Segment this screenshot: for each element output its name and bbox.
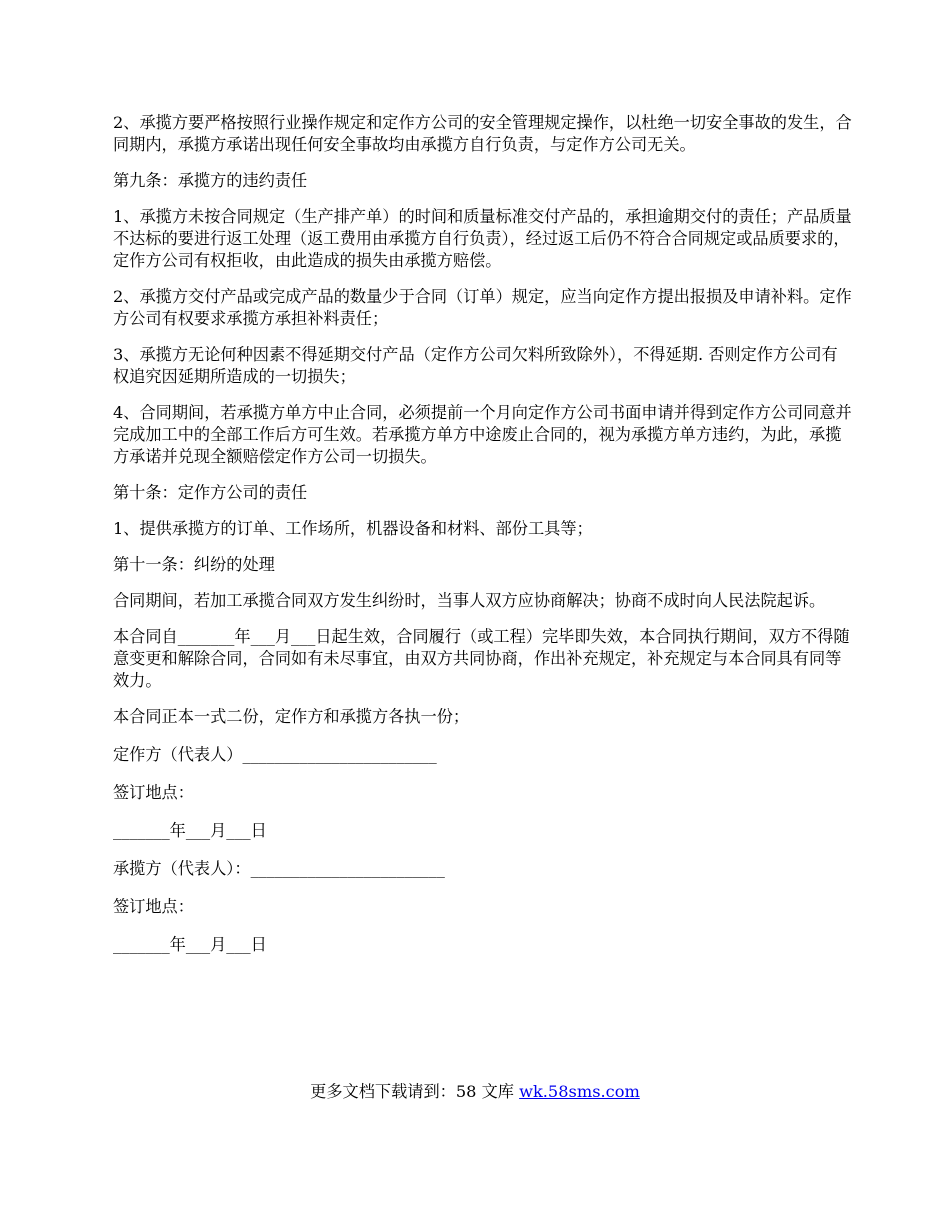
footer-text: 更多文档下载请到：58 文库 bbox=[310, 1082, 520, 1101]
page-footer bbox=[0, 1081, 950, 1103]
party-a-signing-date: _______年___月___日 bbox=[113, 821, 267, 840]
article-10-heading: 第十条：定作方公司的责任 bbox=[113, 483, 308, 502]
dispute-resolution-text: 合同期间，若加工承揽合同双方发生纠纷时，当事人双方应协商解决；协商不成时向人民法院起诉。 bbox=[113, 591, 826, 610]
party-b-signing-date: _______年___月___日 bbox=[113, 935, 267, 954]
article-9-item-1: 1、承揽方未按合同规定（生产排产单）的时间和质量标准交付产品的，承担逾期交付的责任；产品质量不达标的要进行返工处理（返工费用由承揽方自行负责），经过返工后仍不符合合同规定或品质要求的，定作方公司有权拒收，由此造成的损失由承揽方赔偿。 bbox=[113, 207, 852, 270]
article-9-heading: 第九条：承揽方的违约责任 bbox=[113, 171, 308, 190]
party-b-representative-line: 承揽方（代表人）：________________________ bbox=[113, 859, 445, 878]
footer-link[interactable]: wk.58sms.com bbox=[519, 1082, 640, 1101]
article-9-item-2: 2、承揽方交付产品或完成产品的数量少于合同（订单）规定，应当向定作方提出报损及申请补料。定作方公司有权要求承揽方承担补料责任； bbox=[113, 287, 852, 328]
party-a-representative-line: 定作方（代表人）________________________ bbox=[113, 745, 437, 764]
article-10-item-1: 1、提供承揽方的订单、工作场所，机器设备和材料、部份工具等； bbox=[113, 519, 593, 538]
article-9-item-3: 3、承揽方无论何种因素不得延期交付产品（定作方公司欠料所致除外），不得延期. 否则定作方公司有权追究因延期所造成的一切损失； bbox=[113, 345, 838, 386]
clause-8-item-2: 2、承揽方要严格按照行业操作规定和定作方公司的安全管理规定操作，以杜绝一切安全事故的发生，合同期内，承揽方承诺出现任何安全事故均由承揽方自行负责，与定作方公司无关。 bbox=[113, 113, 852, 154]
article-9-item-4: 4、合同期间，若承揽方单方中止合同，必须提前一个月向定作方公司书面申请并得到定作方公司同意并完成加工中的全部工作后方可生效。若承揽方单方中途废止合同的，视为承揽方单方违约，为此，承揽方承诺并兑现全额赔偿定作方公司一切损失。 bbox=[113, 403, 852, 466]
copies-text: 本合同正本一式二份，定作方和承揽方各执一份； bbox=[113, 707, 470, 726]
effective-date-text: 本合同自_______年___月___日起生效，合同履行（或工程）完毕即失效，本合同执行期间，双方不得随意变更和解除合同，合同如有未尽事宜，由双方共同协商，作出补充规定，补充规定与本合同具有同等效力。 bbox=[113, 627, 850, 690]
document-body bbox=[113, 112, 853, 972]
party-a-signing-place: 签订地点： bbox=[113, 783, 194, 802]
article-11-heading: 第十一条：纠纷的处理 bbox=[113, 555, 275, 574]
party-b-signing-place: 签订地点： bbox=[113, 897, 194, 916]
